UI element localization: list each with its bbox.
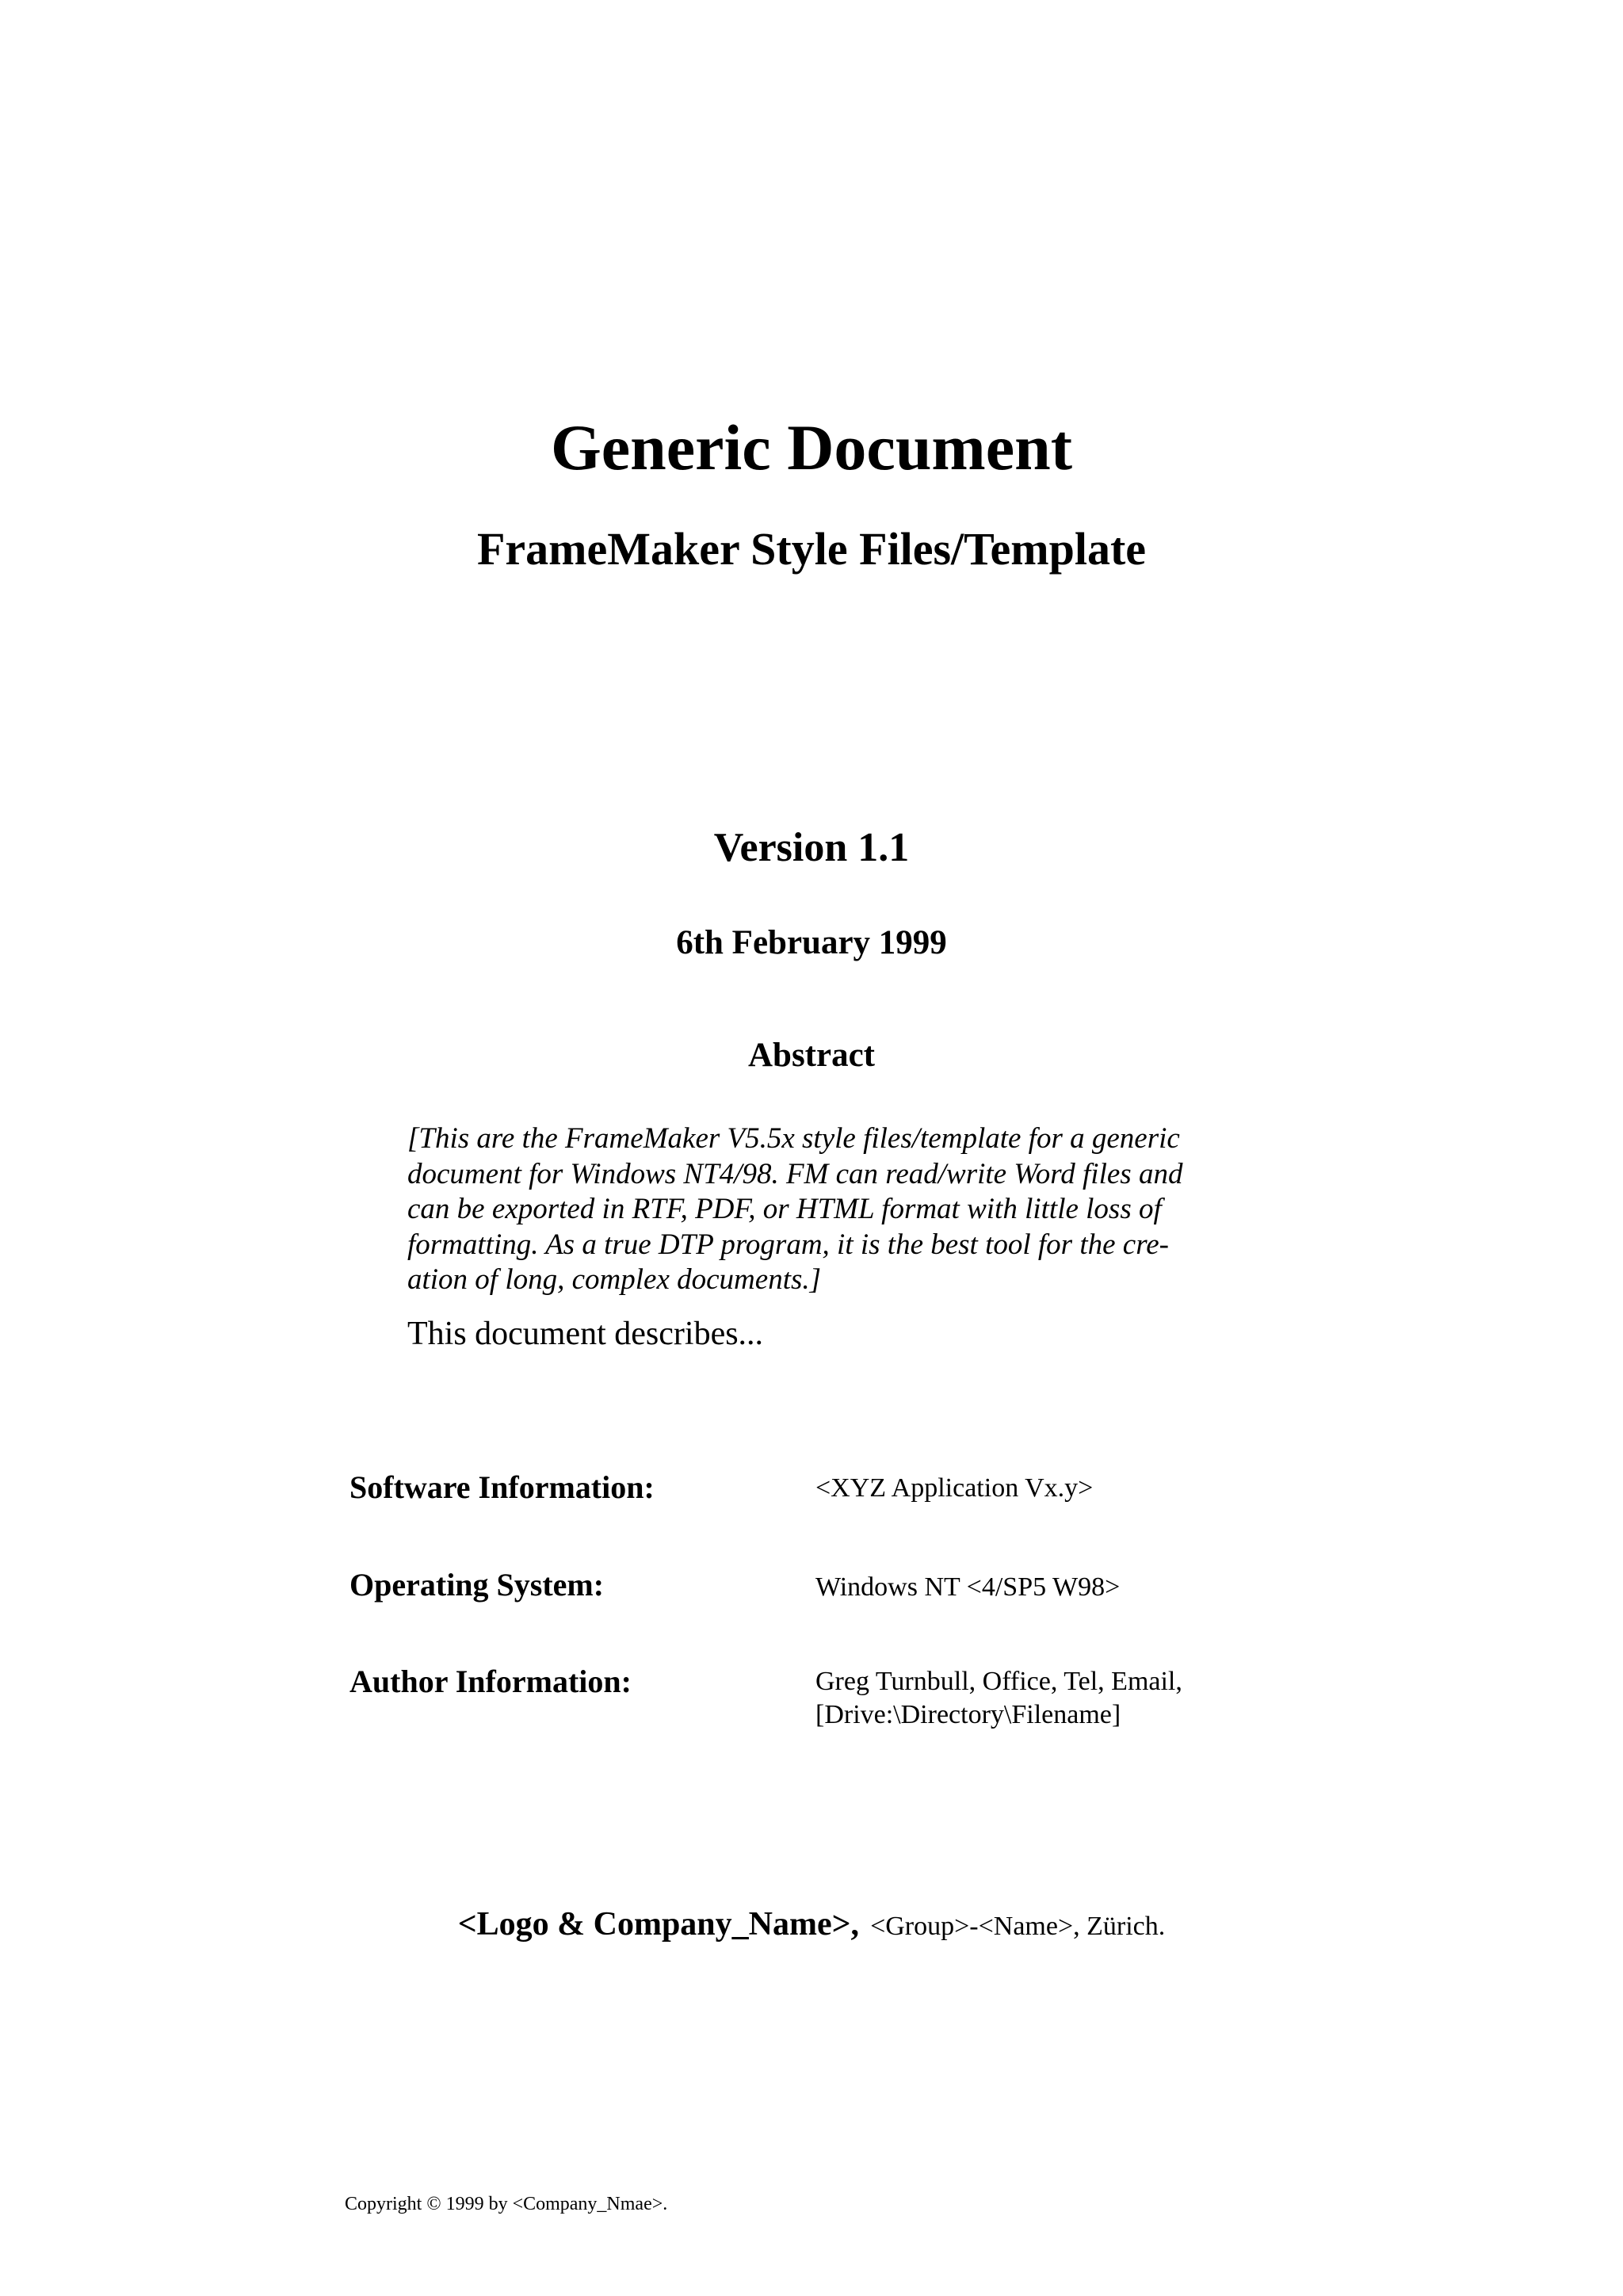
author-info-value (815, 1665, 1182, 1732)
copyright-notice: Copyright © 1999 by <Company_Nmae>. (345, 2194, 668, 2214)
document-version: Version 1.1 (713, 825, 910, 870)
author-info-label: Author Information: (349, 1664, 632, 1699)
abstract-line: [This are the FrameMaker V5.5x style files/template for a generic (407, 1122, 1180, 1155)
author-info-line: [Drive:\Directory\Filename] (815, 1700, 1121, 1729)
document-description: This document describes... (407, 1316, 764, 1352)
company-location: <Group>-<Name>, Zürich. (870, 1912, 1166, 1941)
company-line (0, 1902, 1623, 1954)
abstract-text (407, 1121, 1224, 1298)
abstract-line: can be exported in RTF, PDF, or HTML format with little loss of (407, 1193, 1162, 1225)
author-info-line: Greg Turnbull, Office, Tel, Email, (815, 1667, 1182, 1696)
document-title: Generic Document (550, 411, 1073, 483)
operating-system-label: Operating System: (349, 1567, 605, 1603)
document-subtitle: FrameMaker Style Files/Template (476, 523, 1147, 575)
software-info-value: <XYZ Application Vx.y> (815, 1473, 1094, 1503)
abstract-line: document for Windows NT4/98. FM can read/write Word files and (407, 1157, 1183, 1190)
abstract-line: ation of long, complex documents.] (407, 1263, 822, 1296)
software-info-label: Software Information: (349, 1469, 655, 1505)
company-name: <Logo & Company_Name>, (457, 1906, 860, 1943)
operating-system-value: Windows NT <4/SP5 W98> (815, 1572, 1121, 1602)
abstract-heading: Abstract (747, 1037, 875, 1074)
abstract-line: formatting. As a true DTP program, it is the best tool for the cre- (407, 1228, 1169, 1261)
document-date: 6th February 1999 (676, 924, 947, 961)
